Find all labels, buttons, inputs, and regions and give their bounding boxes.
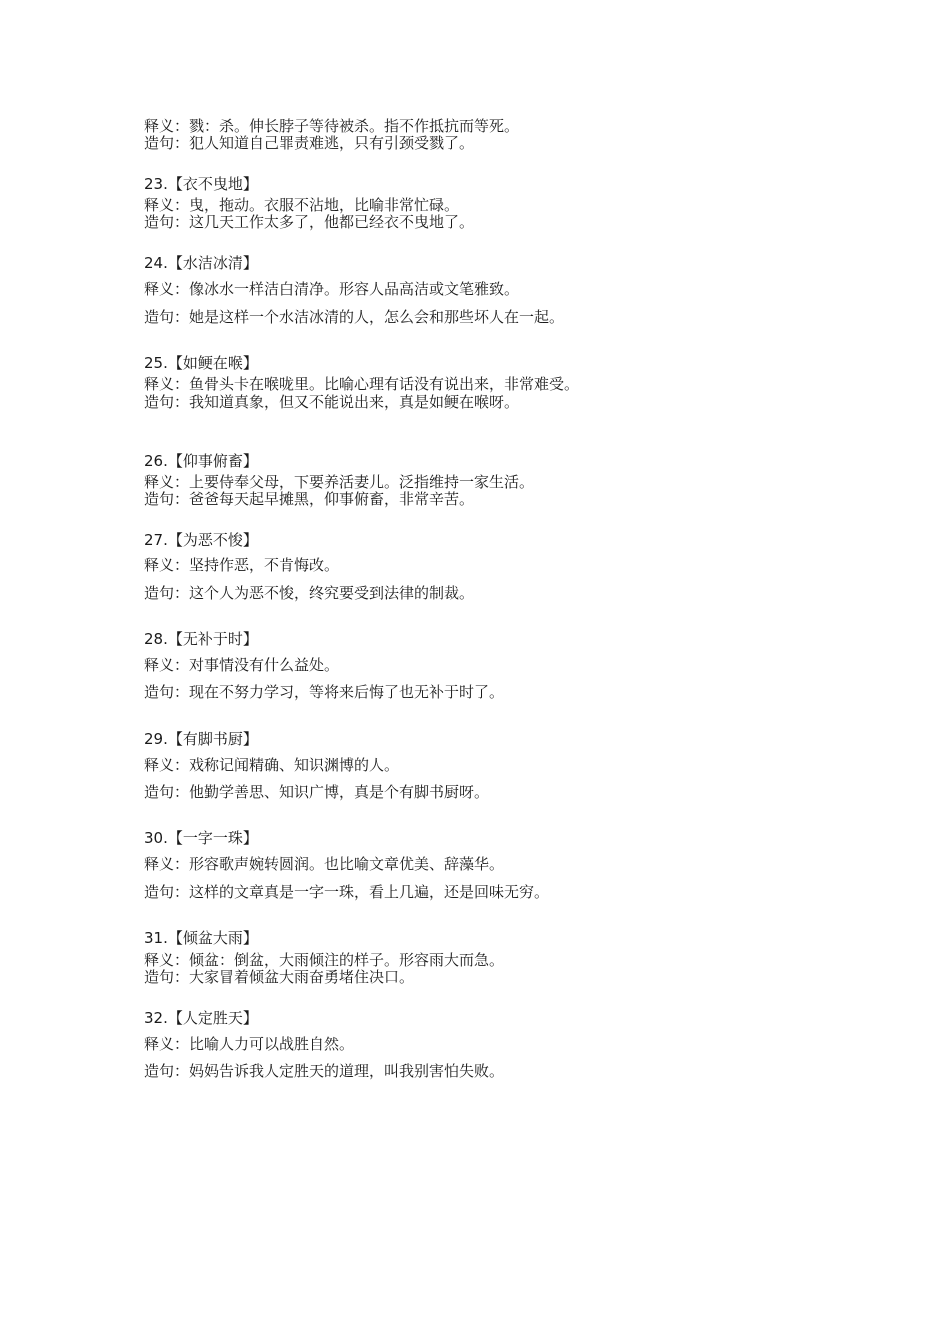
entry-meaning: 释义：坚持作恶，不肯悔改。 [144, 556, 340, 574]
entry-meaning: 释义：上要侍奉父母，下要养活妻儿。泛指维持一家生活。 [144, 473, 535, 491]
entry-example: 造句：犯人知道自己罪责难逃，只有引颈受戮了。 [144, 134, 475, 152]
entry-title: 31.【倾盆大雨】 [144, 929, 258, 947]
entry-example: 造句：妈妈告诉我人定胜天的道理，叫我别害怕失败。 [144, 1062, 505, 1080]
entry-meaning: 释义：鱼骨头卡在喉咙里。比喻心理有话没有说出来，非常难受。 [144, 375, 580, 393]
entry-example: 造句：她是这样一个水洁冰清的人，怎么会和那些坏人在一起。 [144, 308, 565, 326]
entry-title: 24.【水洁冰清】 [144, 254, 258, 272]
document-page [144, 0, 844, 1344]
entry-example: 造句：爸爸每天起早摊黑，仰事俯畜，非常辛苦。 [144, 490, 475, 508]
entry-meaning: 释义：形容歌声婉转圆润。也比喻文章优美、辞藻华。 [144, 855, 505, 873]
entry-meaning: 释义：像冰水一样洁白清净。形容人品高洁或文笔雅致。 [144, 280, 520, 298]
entry-meaning: 释义：对事情没有什么益处。 [144, 656, 340, 674]
entry-title: 23.【衣不曳地】 [144, 175, 258, 193]
entry-example: 造句：这样的文章真是一字一珠，看上几遍，还是回味无穷。 [144, 883, 550, 901]
entry-example: 造句：大家冒着倾盆大雨奋勇堵住决口。 [144, 968, 415, 986]
entry-title: 29.【有脚书厨】 [144, 730, 258, 748]
entry-meaning: 释义：戮：杀。伸长脖子等待被杀。指不作抵抗而等死。 [144, 117, 520, 135]
entry-meaning: 释义：戏称记闻精确、知识渊博的人。 [144, 756, 400, 774]
entry-meaning: 释义：曳，拖动。衣服不沾地，比喻非常忙碌。 [144, 196, 460, 214]
entry-title: 30.【一字一珠】 [144, 829, 258, 847]
entry-example: 造句：这几天工作太多了，他都已经衣不曳地了。 [144, 213, 475, 231]
entry-meaning: 释义：倾盆：倒盆，大雨倾注的样子。形容雨大而急。 [144, 951, 505, 969]
entry-meaning: 释义：比喻人力可以战胜自然。 [144, 1035, 355, 1053]
entry-example: 造句：现在不努力学习，等将来后悔了也无补于时了。 [144, 683, 505, 701]
entry-title: 26.【仰事俯畜】 [144, 452, 258, 470]
entry-example: 造句：我知道真象，但又不能说出来，真是如鲠在喉呀。 [144, 393, 520, 411]
entry-example: 造句：这个人为恶不悛，终究要受到法律的制裁。 [144, 584, 475, 602]
entry-title: 32.【人定胜天】 [144, 1009, 258, 1027]
entry-title: 25.【如鲠在喉】 [144, 354, 258, 372]
entry-example: 造句：他勤学善思、知识广博，真是个有脚书厨呀。 [144, 783, 490, 801]
entry-title: 27.【为恶不悛】 [144, 531, 258, 549]
entry-title: 28.【无补于时】 [144, 630, 258, 648]
